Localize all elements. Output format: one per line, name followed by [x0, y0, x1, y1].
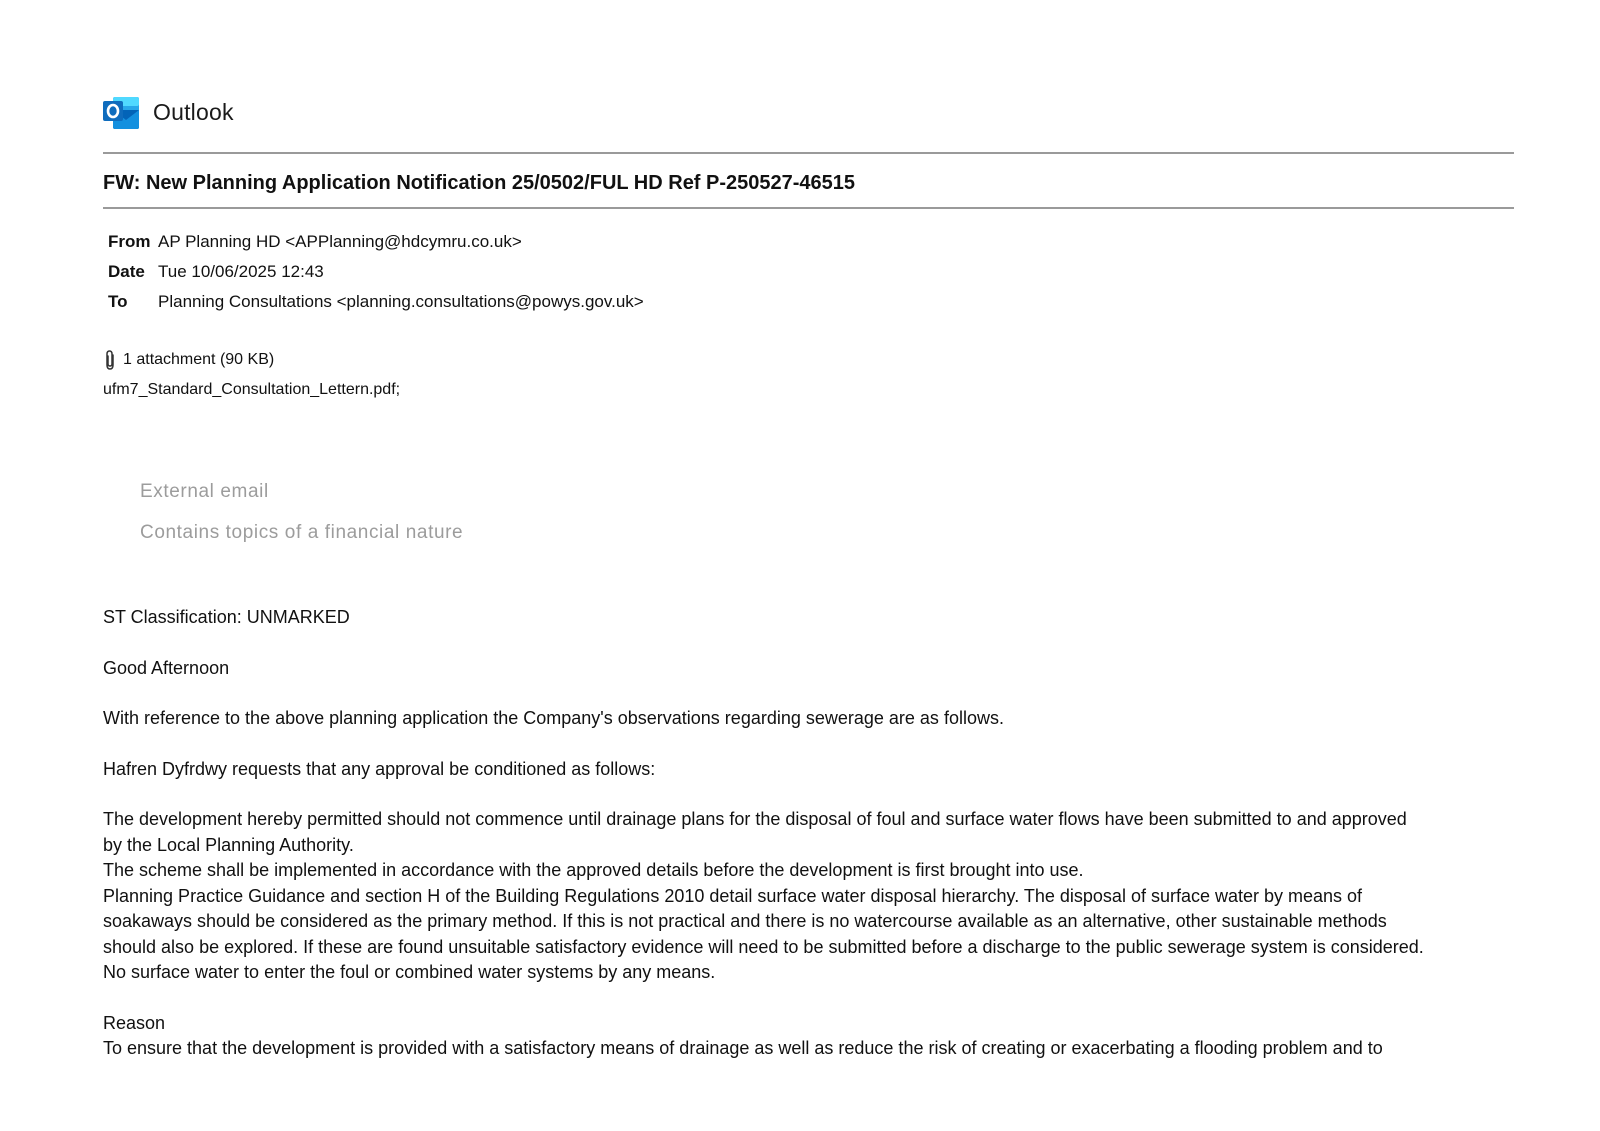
- condition-line: No surface water to enter the foul or combined water systems by any means.: [103, 962, 716, 982]
- outlook-logo-icon: [103, 94, 141, 130]
- financial-topic-tag: Contains topics of a financial nature: [140, 522, 464, 543]
- classification-line: ST Classification: UNMARKED: [103, 607, 350, 627]
- header-label: To: [108, 292, 128, 311]
- email-print-page: [103, 92, 1514, 1062]
- app-brand: [103, 92, 1514, 132]
- divider-subject: [103, 207, 1514, 209]
- condition-line: should also be explored. If these are found unsuitable satisfactory evidence will need to be submitted before a discharge to the public sewerage system is considered.: [103, 936, 1424, 957]
- reason-paragraph: [103, 1011, 1514, 1062]
- recipient-value[interactable]: Planning Consultations <planning.consultations@powys.gov.uk>: [158, 292, 644, 311]
- paperclip-icon: [103, 349, 117, 371]
- header-label: Date: [108, 262, 145, 281]
- attachment-file[interactable]: ufm7_Standard_Consultation_Lettern.pdf;: [103, 381, 401, 398]
- header-from: [108, 227, 1514, 257]
- condition-line: soakaways should be considered as the primary method. If this is not practical and there is no watercourse available as an alternative, other sustainable methods: [103, 911, 1387, 931]
- reason-line: To ensure that the development is provided with a satisfactory means of drainage as well as reduce the risk of creating or exacerbating a flooding problem and to: [103, 1038, 1383, 1058]
- external-email-tag: External email: [140, 481, 269, 502]
- condition-paragraph: [103, 807, 1514, 986]
- email-subject: FW: New Planning Application Notification 25/0502/FUL HD Ref P-250527-46515: [103, 172, 856, 194]
- condition-line: The development hereby permitted should not commence until drainage plans for the disposal of foul and surface water flows have been submitted to and approved: [103, 809, 1407, 829]
- app-name: Outlook: [153, 98, 234, 125]
- date-value: Tue 10/06/2025 12:43: [158, 262, 324, 281]
- condition-line: Planning Practice Guidance and section H of the Building Regulations 2010 detail surface water disposal hierarchy. The disposal of surface water by means of: [103, 885, 1363, 906]
- sender-value[interactable]: AP Planning HD <APPlanning@hdcymru.co.uk>: [158, 232, 522, 251]
- intro-paragraph: With reference to the above planning application the Company's observations regarding sewerage are as follows.: [103, 708, 1004, 728]
- condition-line: The scheme shall be implemented in accordance with the approved details before the development is first brought into use.: [103, 860, 1084, 880]
- header-date: [108, 257, 1514, 287]
- attachment-summary: 1 attachment (90 KB): [123, 351, 275, 368]
- header-to: [108, 287, 1514, 317]
- header-label: From: [108, 232, 151, 251]
- request-paragraph: Hafren Dyfrdwy requests that any approval be conditioned as follows:: [103, 758, 656, 779]
- message-tags: [140, 471, 1514, 553]
- attachment-summary-row: [103, 345, 1514, 375]
- reason-heading: Reason: [103, 1012, 166, 1033]
- attachments-section: [103, 345, 1514, 405]
- email-body: [103, 605, 1514, 1062]
- condition-line: by the Local Planning Authority.: [103, 834, 354, 855]
- greeting: Good Afternoon: [103, 657, 230, 678]
- email-headers: [108, 227, 1514, 317]
